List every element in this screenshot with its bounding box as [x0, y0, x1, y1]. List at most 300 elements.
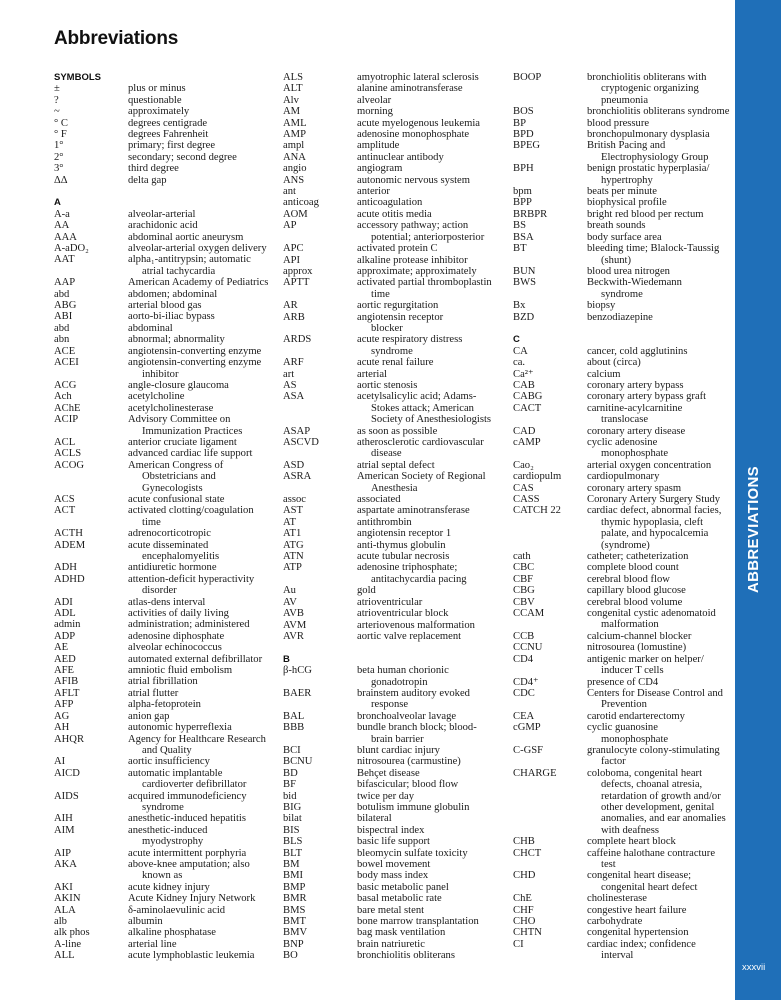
- abbreviation-term: BNP: [283, 938, 304, 950]
- abbreviation-entry: [513, 266, 733, 277]
- definition-line: biophysical profile: [587, 197, 667, 209]
- abbreviation-term: ChE: [513, 893, 532, 905]
- definition-line: botulism immune globulin: [357, 801, 470, 813]
- definition-line: blood urea nitrogen: [587, 265, 670, 277]
- abbreviation-term: BWS: [513, 277, 536, 289]
- abbreviation-term: BT: [513, 243, 527, 255]
- abbreviation-definition: [128, 391, 274, 402]
- abbreviation-definition: [128, 950, 274, 961]
- abbreviation-term: CAS: [513, 482, 534, 494]
- definition-line: activities of daily living: [128, 608, 229, 620]
- abbreviation-definition: [587, 300, 733, 311]
- definition-line: disorder: [142, 585, 177, 597]
- abbreviation-term: ATN: [283, 551, 304, 563]
- abbreviation-definition: [587, 266, 733, 277]
- definition-line: acute tubular necrosis: [357, 551, 450, 563]
- abbreviation-definition: [357, 585, 505, 596]
- abbreviation-term: ADEM: [54, 539, 86, 551]
- abbreviation-definition: [357, 893, 505, 904]
- definition-line: response: [371, 699, 409, 711]
- abbreviation-term: ALT: [283, 83, 303, 95]
- definition-line: bispectral index: [357, 824, 425, 836]
- abbreviation-definition: [357, 95, 505, 106]
- definition-line: acetylcholinesterase: [128, 402, 214, 414]
- definition-line: cardioverter defibrillator: [142, 779, 247, 791]
- abbreviation-entry: [513, 768, 733, 836]
- abbreviation-entry: [54, 129, 274, 140]
- abbreviation-entry: [513, 437, 733, 460]
- definition-line: American Congress of: [128, 459, 224, 471]
- definition-line: approximately: [128, 106, 190, 118]
- abbreviation-term: admin: [54, 619, 81, 631]
- abbreviation-entry: [513, 369, 733, 380]
- section-tab-label: ABBREVIATIONS: [745, 466, 762, 593]
- abbreviation-definition: [128, 232, 274, 243]
- abbreviation-definition: [357, 813, 505, 824]
- definition-line: aorto-bi-iliac bypass: [128, 311, 215, 323]
- abbreviation-definition: [128, 688, 274, 699]
- definition-line: factor: [601, 756, 626, 768]
- abbreviation-definition: [357, 688, 505, 711]
- abbreviation-definition: [587, 642, 733, 653]
- abbreviation-definition: [128, 859, 274, 882]
- abbreviation-term: 1°: [54, 140, 64, 152]
- abbreviation-entry: [283, 152, 505, 163]
- abbreviation-entry: [54, 106, 274, 117]
- abbreviation-term: CBC: [513, 562, 535, 574]
- abbreviation-term: CBF: [513, 573, 534, 585]
- abbreviation-term: ca.: [513, 357, 526, 369]
- abbreviation-entry: [513, 905, 733, 916]
- definition-line: pneumonia: [601, 94, 649, 106]
- abbreviation-definition: [357, 380, 505, 391]
- abbreviation-entry: [283, 505, 505, 516]
- abbreviation-entry: [283, 72, 505, 83]
- abbreviation-term: C-GSF: [513, 744, 544, 756]
- abbreviation-definition: [587, 562, 733, 573]
- abbreviation-term: AA: [54, 220, 70, 232]
- definition-line: brain barrier: [371, 733, 424, 745]
- abbreviation-definition: [587, 460, 733, 471]
- abbreviation-entry: [283, 870, 505, 881]
- definition-line: bronchiolitis obliterans with: [587, 72, 707, 83]
- abbreviation-entry: [54, 83, 274, 94]
- abbreviation-entry: [283, 300, 505, 311]
- abbreviation-entry: [54, 768, 274, 791]
- abbreviation-entry: [54, 813, 274, 824]
- abbreviation-term: ACEI: [54, 357, 79, 369]
- abbreviation-definition: [128, 448, 274, 459]
- abbreviation-entry: [54, 403, 274, 414]
- abbreviation-term: AFIB: [54, 676, 79, 688]
- abbreviation-definition: [357, 848, 505, 859]
- definition-line: test: [601, 859, 616, 870]
- abbreviation-entry: [54, 175, 274, 186]
- abbreviation-entry: [283, 893, 505, 904]
- abbreviation-entry: [54, 882, 274, 893]
- abbreviation-term: Ach: [54, 391, 72, 403]
- definition-line: anion gap: [128, 710, 170, 722]
- definition-line: bleomycin sulfate toxicity: [357, 847, 468, 859]
- abbreviation-term: BMI: [283, 870, 304, 882]
- definition-line: benign prostatic hyperplasia/: [587, 163, 710, 175]
- abbreviation-definition: [587, 232, 733, 243]
- abbreviation-term: BPP: [513, 197, 532, 209]
- abbreviation-term: ° F: [54, 129, 67, 141]
- abbreviation-definition: [128, 665, 274, 676]
- abbreviation-term: AI: [54, 756, 66, 768]
- definition-line: antidiuretic hormone: [128, 562, 217, 574]
- abbreviation-term: CBV: [513, 596, 535, 608]
- abbreviation-entry: [513, 608, 733, 631]
- definition-line: anesthetic-induced: [128, 824, 208, 836]
- definition-line: syndrome: [142, 801, 184, 813]
- abbreviation-entry: [513, 197, 733, 208]
- abbreviation-entry: [513, 380, 733, 391]
- definition-line: cardiopulmonary: [587, 471, 660, 483]
- abbreviation-entry: [283, 722, 505, 745]
- definition-line: bowel movement: [357, 859, 431, 870]
- abbreviation-entry: [513, 426, 733, 437]
- abbreviation-entry: [283, 312, 505, 335]
- abbreviation-term: A-aDO₂: [54, 243, 89, 255]
- abbreviation-definition: [128, 642, 274, 653]
- definition-line: bifascicular; blood flow: [357, 779, 459, 791]
- abbreviation-definition: [128, 711, 274, 722]
- abbreviation-term: ±: [54, 83, 60, 95]
- abbreviation-term: CCB: [513, 630, 535, 642]
- abbreviation-entry: [283, 562, 505, 585]
- definition-line: carbohydrate: [587, 916, 643, 928]
- abbreviation-term: ASCVD: [283, 437, 319, 448]
- abbreviation-term: abn: [54, 334, 70, 346]
- abbreviation-entry: [513, 722, 733, 745]
- abbreviation-term: approx: [283, 265, 313, 277]
- abbreviation-definition: [128, 505, 274, 528]
- abbreviation-definition: [128, 905, 274, 916]
- abbreviation-definition: [128, 619, 274, 630]
- abbreviation-term: A-a: [54, 208, 70, 220]
- abbreviation-term: A-line: [54, 938, 82, 950]
- definition-line: translocase: [601, 414, 649, 426]
- definition-line: alveolar-arterial: [128, 208, 196, 220]
- abbreviation-term: AP: [283, 220, 297, 232]
- definition-line: acetylcholine: [128, 391, 185, 403]
- abbreviation-term: BAER: [283, 687, 312, 699]
- abbreviation-term: ?: [54, 94, 59, 106]
- abbreviation-term: AH: [54, 722, 70, 734]
- abbreviation-term: ATP: [283, 562, 302, 574]
- abbreviation-entry: [54, 916, 274, 927]
- abbreviation-entry: [513, 277, 733, 300]
- abbreviation-entry: [283, 665, 505, 688]
- abbreviation-definition: [357, 209, 505, 220]
- abbreviation-definition: [587, 391, 733, 402]
- abbreviation-entry: [54, 391, 274, 402]
- abbreviation-definition: [128, 106, 274, 117]
- abbreviation-term: bid: [283, 790, 297, 802]
- abbreviation-definition: [587, 186, 733, 197]
- abbreviation-definition: [587, 426, 733, 437]
- definition-line: potential; anteriorposterior: [371, 231, 485, 243]
- abbreviation-term: angio: [283, 163, 307, 175]
- abbreviation-term: ALS: [283, 72, 304, 83]
- definition-line: Society of Anesthesiologists: [371, 414, 492, 426]
- abbreviation-definition: [128, 597, 274, 608]
- abbreviation-term: BLS: [283, 836, 303, 848]
- abbreviation-entry: [283, 551, 505, 562]
- abbreviation-definition: [128, 83, 274, 94]
- abbreviation-term: ACS: [54, 493, 75, 505]
- definition-line: atrial tachycardia: [142, 265, 216, 277]
- abbreviation-entry: [513, 916, 733, 927]
- definition-line: arachidonic acid: [128, 220, 198, 232]
- abbreviation-column-3: [513, 72, 733, 962]
- abbreviation-definition: [587, 927, 733, 938]
- abbreviation-entry: [283, 848, 505, 859]
- definition-line: syndrome: [601, 288, 643, 300]
- abbreviation-term: ACLS: [54, 448, 82, 460]
- abbreviation-definition: [357, 186, 505, 197]
- abbreviation-term: AKI: [54, 881, 73, 893]
- abbreviation-entry: [54, 734, 274, 757]
- definition-line: acute intermittent porphyria: [128, 847, 247, 859]
- abbreviation-definition: [357, 197, 505, 208]
- abbreviation-term: BS: [513, 220, 526, 232]
- abbreviation-definition: [128, 722, 274, 733]
- abbreviation-term: ASRA: [283, 471, 312, 483]
- abbreviation-definition: [357, 562, 505, 585]
- abbreviation-term: abd: [54, 322, 70, 334]
- abbreviation-entry: [283, 369, 505, 380]
- abbreviation-entry: [54, 323, 274, 334]
- definition-line: Beckwith-Wiedemann: [587, 277, 682, 289]
- definition-line: acetylsalicylic acid; Adams-: [357, 391, 477, 403]
- abbreviation-definition: [357, 437, 505, 460]
- abbreviation-definition: [357, 334, 505, 357]
- abbreviation-definition: [357, 631, 505, 642]
- definition-line: aortic valve replacement: [357, 630, 462, 642]
- abbreviation-entry: [283, 836, 505, 847]
- definition-line: bundle branch block; blood-: [357, 722, 477, 734]
- abbreviation-entry: [513, 140, 733, 163]
- abbreviation-term: BRBPR: [513, 208, 548, 220]
- abbreviation-definition: [357, 859, 505, 870]
- definition-line: angle-closure glaucoma: [128, 379, 229, 391]
- abbreviation-definition: [357, 916, 505, 927]
- abbreviation-entry: [513, 471, 733, 482]
- definition-line: advanced cardiac life support: [128, 448, 253, 460]
- definition-line: Agency for Healthcare Research: [128, 733, 266, 745]
- section-heading: A: [54, 197, 61, 209]
- abbreviation-definition: [128, 323, 274, 334]
- abbreviation-definition: [128, 699, 274, 710]
- abbreviation-definition: [587, 369, 733, 380]
- abbreviation-definition: [357, 779, 505, 790]
- abbreviation-entry: [54, 540, 274, 563]
- abbreviation-entry: [513, 848, 733, 871]
- definition-line: amyotrophic lateral sclerosis: [357, 72, 479, 83]
- abbreviation-entry: [513, 870, 733, 893]
- definition-line: acute renal failure: [357, 357, 434, 369]
- abbreviation-entry: [513, 483, 733, 494]
- abbreviation-term: ADH: [54, 562, 77, 574]
- abbreviation-term: alk phos: [54, 927, 90, 939]
- abbreviation-definition: [587, 870, 733, 893]
- definition-line: angiotensin-converting enzyme: [128, 357, 262, 369]
- abbreviation-term: CHCT: [513, 847, 542, 859]
- definition-line: interval: [601, 950, 634, 962]
- abbreviation-entry: [283, 540, 505, 551]
- abbreviation-entry: [54, 334, 274, 345]
- definition-line: Immunization Practices: [142, 425, 243, 437]
- abbreviation-term: BPEG: [513, 140, 541, 152]
- abbreviation-definition: [357, 950, 505, 961]
- definition-line: autonomic hyperreflexia: [128, 722, 232, 734]
- definition-line: encephalomyelitis: [142, 551, 220, 563]
- abbreviation-entry: [54, 699, 274, 710]
- section-heading: B: [283, 653, 290, 665]
- abbreviation-term: bilat: [283, 813, 302, 825]
- abbreviation-definition: [587, 711, 733, 722]
- abbreviation-term: AST: [283, 505, 304, 517]
- abbreviation-entry: [54, 791, 274, 814]
- abbreviation-entry: [283, 768, 505, 779]
- abbreviation-entry: [54, 163, 274, 174]
- abbreviation-term: ACL: [54, 436, 76, 448]
- abbreviation-entry: [283, 916, 505, 927]
- definition-line: twice per day: [357, 790, 415, 802]
- definition-line: acute otitis media: [357, 208, 432, 220]
- abbreviation-definition: [587, 106, 733, 117]
- abbreviation-term: API: [283, 254, 301, 266]
- abbreviation-entry: [283, 927, 505, 938]
- abbreviation-term: AT1: [283, 528, 302, 540]
- definition-line: about (circa): [587, 357, 641, 369]
- abbreviation-entry: [283, 220, 505, 243]
- abbreviation-term: CA: [513, 345, 528, 357]
- definition-line: alveolar: [357, 94, 392, 106]
- definition-line: alpha₁-antitrypsin; automatic: [128, 254, 251, 266]
- definition-line: brainstem auditory evoked: [357, 687, 470, 699]
- definition-line: cholinesterase: [587, 893, 648, 905]
- abbreviation-entry: [54, 642, 274, 653]
- definition-line: activated clotting/coagulation: [128, 505, 254, 517]
- abbreviation-term: AM: [283, 106, 301, 118]
- abbreviation-entry: [283, 471, 505, 494]
- abbreviation-entry: [513, 574, 733, 585]
- abbreviation-definition: [587, 483, 733, 494]
- abbreviation-entry: [283, 380, 505, 391]
- abbreviation-entry: [54, 277, 274, 288]
- abbreviation-entry: [283, 163, 505, 174]
- abbreviation-term: ADHD: [54, 573, 85, 585]
- definition-line: granulocyte colony-stimulating: [587, 744, 720, 756]
- definition-line: aspartate aminotransferase: [357, 505, 470, 517]
- abbreviation-definition: [587, 118, 733, 129]
- definition-line: acute lymphoblastic leukemia: [128, 950, 255, 962]
- abbreviation-term: AChE: [54, 402, 81, 414]
- definition-line: bare metal stent: [357, 904, 425, 916]
- abbreviation-entry: [283, 688, 505, 711]
- abbreviation-definition: [128, 562, 274, 573]
- abbreviation-entry: [54, 574, 274, 597]
- abbreviation-term: AIM: [54, 824, 75, 836]
- abbreviation-definition: [587, 551, 733, 562]
- abbreviation-term: APTT: [283, 277, 310, 289]
- abbreviation-term: ANS: [283, 174, 305, 186]
- abbreviation-definition: [587, 140, 733, 163]
- abbreviation-entry: [283, 791, 505, 802]
- definition-line: nitrosourea (carmustine): [357, 756, 461, 768]
- abbreviation-definition: [357, 597, 505, 608]
- definition-line: atrial flutter: [128, 687, 179, 699]
- abbreviation-definition: [587, 312, 733, 323]
- abbreviation-term: alb: [54, 916, 67, 928]
- abbreviation-definition: [128, 152, 274, 163]
- abbreviation-term: BMV: [283, 927, 308, 939]
- definition-line: bleeding time; Blalock-Taussig: [587, 243, 720, 255]
- abbreviation-definition: [128, 494, 274, 505]
- definition-line: atlas-dens interval: [128, 596, 206, 608]
- definition-line: aortic stenosis: [357, 379, 418, 391]
- abbreviation-term: BZD: [513, 311, 535, 323]
- definition-line: congenital hypertension: [587, 927, 689, 939]
- abbreviation-term: Cao₂: [513, 459, 534, 471]
- abbreviation-term: anticoag: [283, 197, 319, 209]
- definition-line: anti-thymus globulin: [357, 539, 446, 551]
- abbreviation-entry: [513, 312, 733, 323]
- abbreviation-definition: [128, 140, 274, 151]
- abbreviation-entry: [54, 95, 274, 106]
- abbreviation-entry: [513, 642, 733, 653]
- definition-line: bronchiolitis obliterans: [357, 950, 455, 962]
- abbreviation-entry: [54, 232, 274, 243]
- abbreviation-term: AML: [283, 117, 307, 129]
- abbreviation-entry: [54, 859, 274, 882]
- abbreviation-definition: [357, 163, 505, 174]
- definition-line: anesthetic-induced hepatitis: [128, 813, 246, 825]
- abbreviation-definition: [587, 688, 733, 711]
- abbreviation-definition: [128, 95, 274, 106]
- definition-line: activated partial thromboplastin: [357, 277, 492, 289]
- abbreviation-entry: [513, 118, 733, 129]
- definition-line: bronchoalveolar lavage: [357, 710, 457, 722]
- abbreviation-term: ALL: [54, 950, 75, 962]
- abbreviation-column-1: [54, 72, 274, 962]
- definition-line: nitrosourea (lomustine): [587, 642, 687, 654]
- abbreviation-definition: [587, 471, 733, 482]
- abbreviation-entry: [54, 494, 274, 505]
- abbreviation-definition: [128, 334, 274, 345]
- abbreviation-definition: [357, 711, 505, 722]
- abbreviation-definition: [357, 83, 505, 94]
- definition-line: malformation: [601, 619, 659, 631]
- abbreviation-term: CDC: [513, 687, 535, 699]
- abbreviation-definition: [357, 756, 505, 767]
- abbreviation-definition: [357, 106, 505, 117]
- abbreviation-entry: [283, 426, 505, 437]
- abbreviation-definition: [587, 72, 733, 106]
- abbreviation-definition: [357, 608, 505, 619]
- abbreviation-term: CBG: [513, 585, 535, 597]
- definition-line: cardiac index; confidence: [587, 938, 696, 950]
- definition-line: Prevention: [601, 699, 647, 711]
- abbreviation-definition: [587, 403, 733, 426]
- abbreviation-entry: [54, 289, 274, 300]
- abbreviation-term: 2°: [54, 151, 64, 163]
- abbreviation-term: Ca²⁺: [513, 368, 534, 380]
